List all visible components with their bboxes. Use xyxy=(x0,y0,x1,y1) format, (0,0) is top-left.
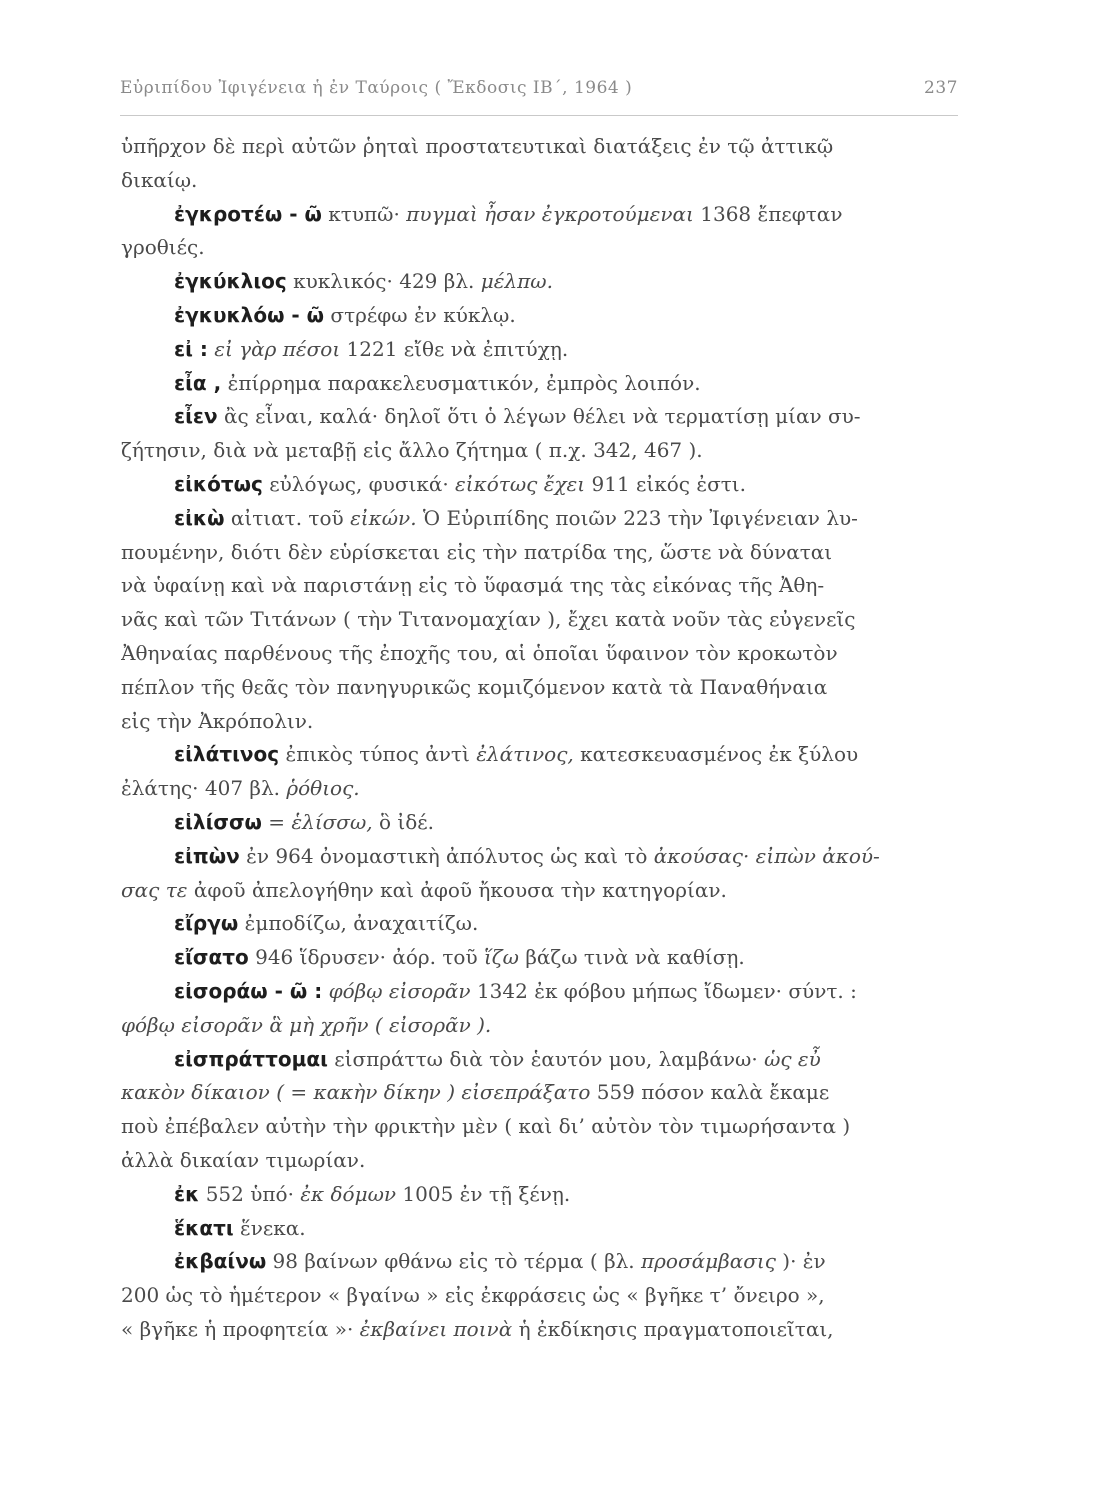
definition-text: πέπλον τῆς θεᾶς τὸν πανηγυρικῶς κομιζόμενον κατὰ τὰ Παναθήναια xyxy=(121,674,828,699)
quotation: ἐλάτινος, xyxy=(476,742,574,767)
headword: εἴργω xyxy=(174,911,239,936)
quotation: ἐκ δόμων xyxy=(300,1181,397,1206)
entry-line xyxy=(121,299,961,333)
definition-text: = xyxy=(261,809,292,834)
headword: ἐκβαίνω xyxy=(174,1249,267,1274)
definition-text: ὑπῆρχον δὲ περὶ αὐτῶν ῥηταὶ προστατευτικαὶ διατάξεις ἐν τῷ ἀττικῷ xyxy=(121,134,834,158)
definition-text: 911 εἰκός ἐστι. xyxy=(585,471,746,496)
header-rule xyxy=(120,115,958,116)
quotation: μέλπω. xyxy=(480,269,553,294)
definition-text: στρέφω ἐν κύκλῳ. xyxy=(324,302,516,327)
headword: εἰκότως xyxy=(174,471,263,496)
text-line xyxy=(121,1076,961,1110)
headword: εἰκὼ xyxy=(174,505,225,530)
definition-text: 1368 ἔπεφταν xyxy=(693,201,843,226)
quotation: φόβῳ εἰσορᾶν xyxy=(328,978,471,1003)
text-line xyxy=(121,603,961,637)
definition-text: κατεσκευασμένος ἐκ ξύλου xyxy=(573,742,859,767)
definition-text: ἀφοῦ ἀπελογήθην καὶ ἀφοῦ ἤκουσα τὴν κατηγορίαν. xyxy=(187,877,727,902)
definition-text: γροθιές. xyxy=(121,235,205,260)
definition-text: ἀλλὰ δικαίαν τιμωρίαν. xyxy=(121,1147,366,1172)
quotation: προσάμβασις xyxy=(641,1249,776,1274)
definition-text: )· ἐν xyxy=(775,1249,826,1274)
text-line xyxy=(121,231,961,265)
definition-text: ἐμποδίζω, ἀναχαιτίζω. xyxy=(238,911,479,936)
quotation: σας τε xyxy=(121,877,188,902)
quotation: πυγμαὶ ἦσαν ἐγκροτούμεναι xyxy=(406,201,694,226)
quotation: ὡς εὖ xyxy=(764,1046,821,1071)
text-line xyxy=(121,569,961,603)
quotation: ἑλίσσω, xyxy=(291,809,373,834)
definition-text: ἐπίρρημα παρακελευσματικόν, ἐμπρὸς λοιπόν. xyxy=(221,370,701,395)
definition-text: εἰσπράττω διὰ τὸν ἑαυτόν μου, λαμβάνω· xyxy=(327,1046,765,1071)
definition-text: 552 ὑπό· xyxy=(199,1181,301,1206)
header-title: Εὐριπίδου Ἰφιγένεια ἡ ἐν Ταύροις ( Ἔκδοσις ΙΒ΄, 1964 ) xyxy=(120,78,633,98)
definition-text: εἰς τὴν Ἀκρόπολιν. xyxy=(121,708,314,733)
definition-text: 1221 εἴθε νὰ ἐπιτύχῃ. xyxy=(340,336,569,361)
quotation: ἀκούσας· εἰπὼν ἀκού- xyxy=(653,843,880,868)
entry-line xyxy=(121,502,961,536)
quotation: κακὸν δίκαιον ( = κακὴν δίκην ) εἰσεπράξατο xyxy=(121,1080,591,1105)
definition-text: ἂς εἶναι, καλά· δηλοῖ ὅτι ὁ λέγων θέλει νὰ τερματίσῃ μίαν συ- xyxy=(217,404,861,429)
entry-line xyxy=(121,806,961,840)
definition-text: βάζω τινὰ νὰ καθίσῃ. xyxy=(518,945,745,970)
definition-text: νὰ ὑφαίνῃ καὶ νὰ παριστάνῃ εἰς τὸ ὕφασμά της τὰς εἰκόνας τῆς Ἀθη- xyxy=(121,573,825,598)
headword: ἐκ xyxy=(174,1181,200,1206)
definition-text: 946 ἵδρυσεν· ἀόρ. τοῦ xyxy=(248,945,484,970)
text-line xyxy=(121,1110,961,1144)
definition-text: κυκλικός· 429 βλ. xyxy=(286,269,481,294)
headword: εἰσοράω - ῶ : xyxy=(174,978,323,1003)
text-line xyxy=(121,671,961,705)
definition-text: ἕνεκα. xyxy=(233,1215,306,1240)
definition-text: Ὁ Εὐριπίδης ποιῶν 223 τὴν Ἰφιγένειαν λυ- xyxy=(416,505,858,530)
definition-text: ἐν 964 ὀνομαστικὴ ἀπόλυτος ὡς καὶ τὸ xyxy=(239,843,654,868)
headword: ἕκατι xyxy=(174,1215,234,1240)
headword: εἰπὼν xyxy=(174,843,240,868)
headword: εἰ : xyxy=(174,336,208,361)
definition-text: 559 πόσον καλὰ ἔκαμε xyxy=(590,1080,830,1105)
entry-line xyxy=(121,198,961,232)
quotation: εἰ γὰρ πέσοι xyxy=(214,336,341,361)
quotation: εἰκότως ἔχει xyxy=(455,471,586,496)
headword: εἰσπράττομαι xyxy=(174,1046,328,1071)
text-line xyxy=(121,705,961,739)
text-line xyxy=(121,536,961,570)
quotation: εἰκών. xyxy=(350,505,417,530)
text-line xyxy=(121,874,961,908)
definition-text: Ἀθηναίας παρθένους τῆς ἐποχῆς του, αἱ ὁποῖαι ὕφαινον τὸν κροκωτὸν xyxy=(121,640,838,665)
entry-line xyxy=(121,1178,961,1212)
quotation: ἵζω xyxy=(483,945,519,970)
definition-text: 200 ὡς τὸ ἡμέτερον « βγαίνω » εἰς ἐκφράσεις ὡς « βγῆκε τ’ ὄνειρο », xyxy=(121,1283,825,1308)
text-line xyxy=(121,1144,961,1178)
headword: εἱλίσσω xyxy=(174,809,262,834)
text-line xyxy=(121,434,961,468)
entry-line xyxy=(121,975,961,1009)
entry-line xyxy=(121,1043,961,1077)
quotation: ἐκβαίνει ποινὰ xyxy=(359,1316,513,1341)
page-number: 237 xyxy=(924,78,958,98)
entry-line xyxy=(121,907,961,941)
entry-line xyxy=(121,468,961,502)
definition-text: 98 βαίνων φθάνω εἰς τὸ τέρμα ( βλ. xyxy=(266,1249,642,1274)
definition-text: ἡ ἐκδίκησις πραγματοποιεῖται, xyxy=(512,1316,834,1341)
headword: εἶα , xyxy=(174,370,222,395)
definition-text: ἐπικὸς τύπος ἀντὶ xyxy=(279,742,477,767)
entry-line xyxy=(121,333,961,367)
headword: εἴσατο xyxy=(174,945,249,970)
entry-line xyxy=(121,367,961,401)
entry-line xyxy=(121,1212,961,1246)
text-line xyxy=(121,637,961,671)
entry-line xyxy=(121,265,961,299)
glossary-body xyxy=(121,130,961,1347)
definition-text: αἰτιατ. τοῦ xyxy=(224,505,351,530)
definition-text: δικαίῳ. xyxy=(121,167,198,192)
entry-line xyxy=(121,400,961,434)
quotation: ῥόθιος. xyxy=(286,776,360,801)
definition-text: πουμένην, διότι δὲν εὑρίσκεται εἰς τὴν πατρίδα της, ὥστε νὰ δύναται xyxy=(121,539,833,564)
headword: εἰλάτινος xyxy=(174,742,280,767)
definition-text: ποὺ ἐπέβαλεν αὐτὴν τὴν φρικτὴν μὲν ( καὶ δι’ αὐτὸν τὸν τιμωρήσαντα ) xyxy=(121,1114,851,1139)
definition-text: « βγῆκε ἡ προφητεία »· xyxy=(121,1316,360,1341)
definition-text: 1342 ἐκ φόβου μήπως ἴδωμεν· σύντ. : xyxy=(470,978,857,1003)
text-line xyxy=(121,1009,961,1043)
running-header xyxy=(120,78,958,98)
text-line xyxy=(121,772,961,806)
definition-text: κτυπῶ· xyxy=(321,201,407,226)
quotation: φόβῳ εἰσορᾶν ἃ μὴ χρῆν ( εἰσορᾶν ). xyxy=(121,1012,492,1037)
headword: ἐγκυκλόω - ῶ xyxy=(174,302,325,327)
definition-text: εὐλόγως, φυσικά· xyxy=(262,471,456,496)
definition-text: ἐλάτης· 407 βλ. xyxy=(121,776,287,801)
text-line xyxy=(121,164,961,198)
text-line xyxy=(121,1279,961,1313)
entry-line xyxy=(121,738,961,772)
text-line xyxy=(121,130,961,164)
headword: εἶεν xyxy=(174,404,218,429)
definition-text: ὃ ἰδέ. xyxy=(372,809,434,834)
text-line xyxy=(121,1313,961,1347)
entry-line xyxy=(121,840,961,874)
entry-line xyxy=(121,941,961,975)
definition-text: 1005 ἐν τῇ ξένῃ. xyxy=(396,1181,571,1206)
definition-text: νᾶς καὶ τῶν Τιτάνων ( τὴν Τιτανομαχίαν ), ἔχει κατὰ νοῦν τὰς εὐγενεῖς xyxy=(121,607,856,632)
definition-text: ζήτησιν, διὰ νὰ μεταβῇ εἰς ἄλλο ζήτημα ( π.χ. 342, 467 ). xyxy=(121,438,703,463)
entry-line xyxy=(121,1245,961,1279)
headword: ἐγκροτέω - ῶ xyxy=(174,201,322,226)
headword: ἐγκύκλιος xyxy=(174,269,287,294)
